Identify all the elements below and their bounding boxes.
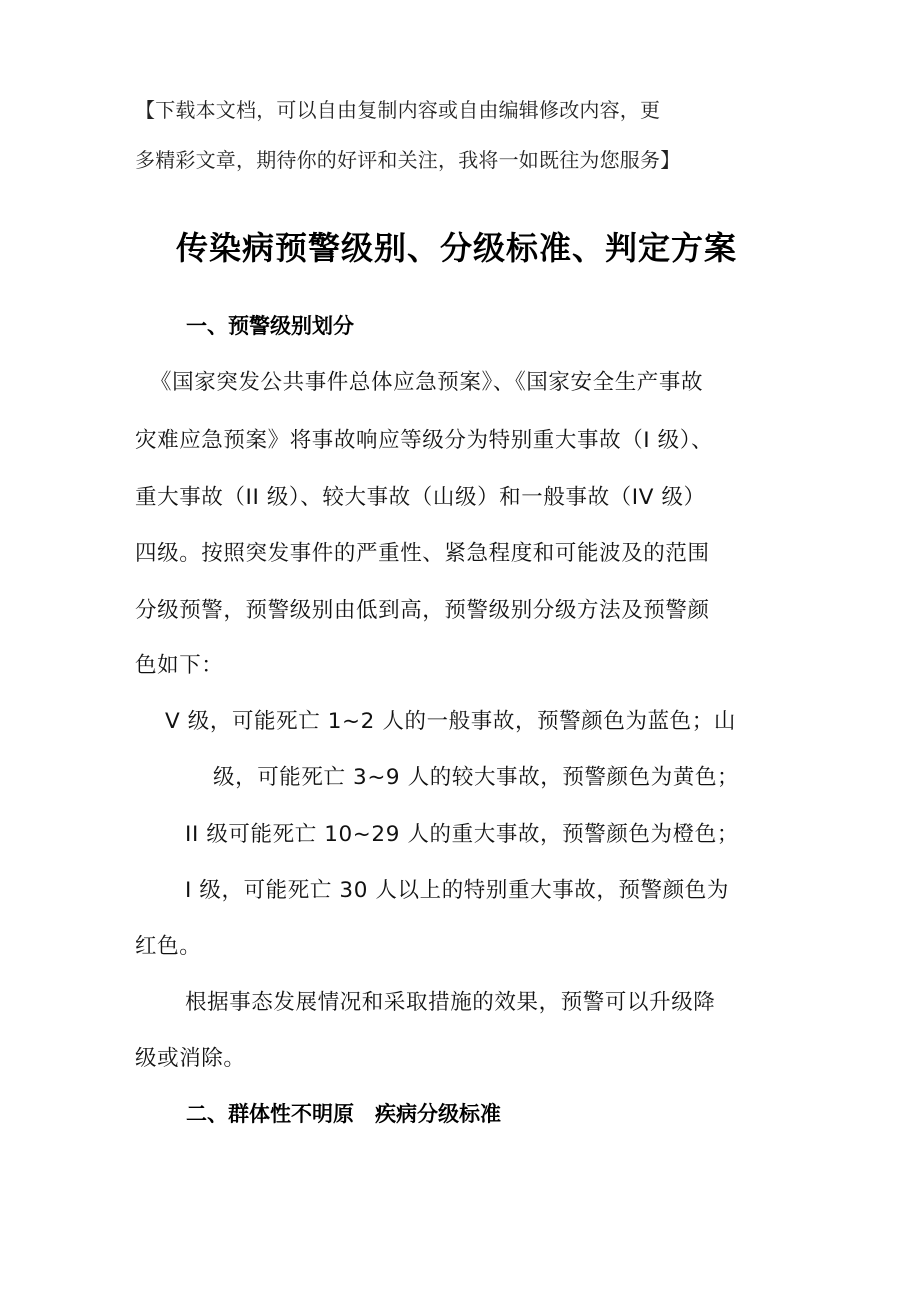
paragraph-line: 灾难应急预案》将事故响应等级分为特别重大事故（I 级）、 [135, 428, 714, 453]
warning-level-line: 级，可能死亡 3~9 人的较大事故，预警颜色为黄色； [213, 765, 740, 790]
paragraph-line: 重大事故（II 级）、较大事故（山级）和一般事故（IV 级） [135, 485, 706, 510]
paragraph-line: 分级预警，预警级别由低到高，预警级别分级方法及预警颜 [135, 598, 710, 623]
download-notice-line-1: 【下载本文档，可以自由复制内容或自由编辑修改内容，更 [135, 98, 661, 122]
paragraph-line: 色如下： [135, 653, 224, 678]
download-notice-line-2: 多精彩文章，期待你的好评和关注，我将一如既往为您服务】 [135, 148, 681, 172]
paragraph-line: 《国家突发公共事件总体应急预案》、《国家安全生产事故 [150, 370, 704, 395]
section-heading-2: 二、群体性不明原 疾病分级标准 [186, 1102, 501, 1126]
warning-level-line: V 级，可能死亡 1~2 人的一般事故，预警颜色为蓝色；山 [165, 709, 736, 734]
paragraph-line: 四级。按照突发事件的严重性、紧急程度和可能波及的范围 [135, 541, 710, 566]
document-title: 传染病预警级别、分级标准、判定方案 [176, 229, 738, 267]
warning-level-line: I 级，可能死亡 30 人以上的特别重大事故，预警颜色为 [185, 878, 730, 903]
paragraph-line: 级或消除。 [135, 1046, 246, 1071]
warning-level-line: 红色。 [135, 934, 202, 959]
section-heading-1: 一、预警级别划分 [186, 314, 354, 338]
paragraph-line: 根据事态发展情况和采取措施的效果，预警可以升级降 [185, 990, 716, 1015]
warning-level-line: II 级可能死亡 10~29 人的重大事故，预警颜色为橙色； [185, 822, 739, 847]
